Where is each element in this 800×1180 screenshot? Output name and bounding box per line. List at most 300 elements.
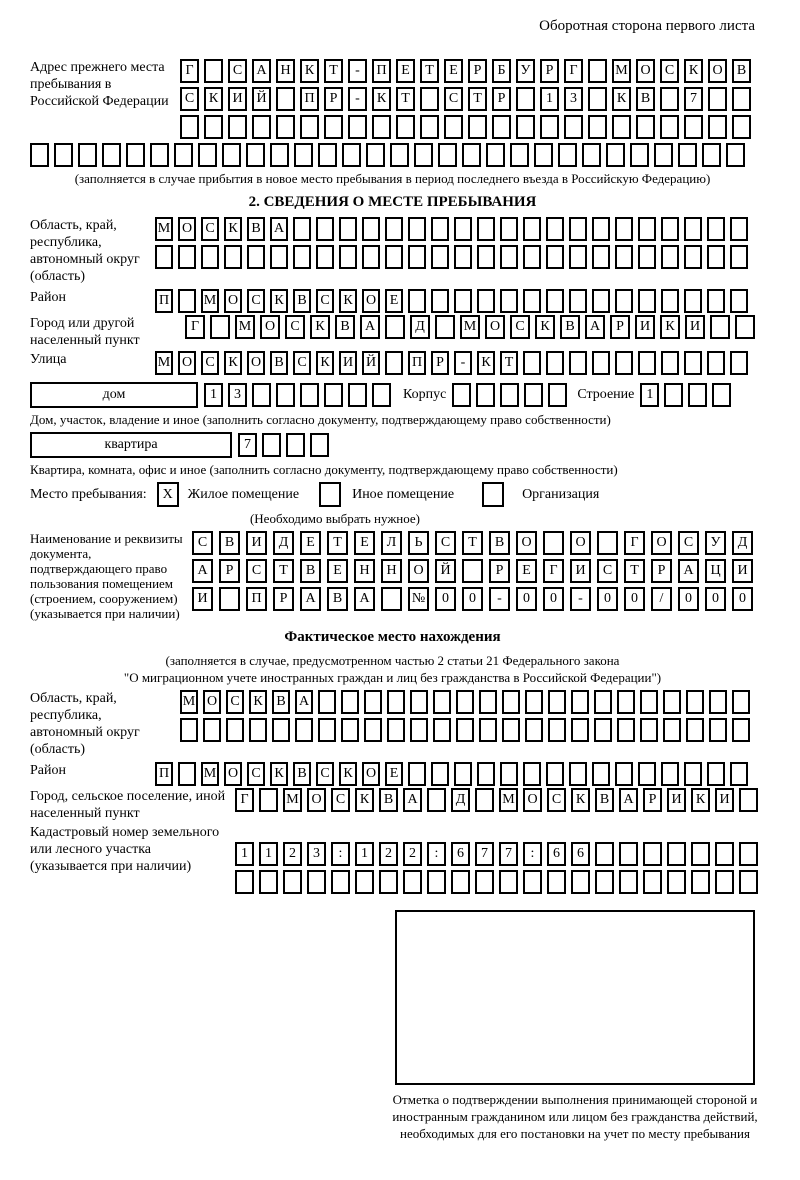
- char-box: [569, 217, 587, 241]
- char-box: И: [635, 315, 655, 339]
- char-box: 1: [204, 383, 223, 407]
- char-box: [226, 718, 244, 742]
- char-box: [228, 115, 247, 139]
- char-box: М: [499, 788, 518, 812]
- char-box: [730, 762, 748, 786]
- actual-location-title: Фактическое место нахождения: [284, 629, 501, 645]
- char-box: [78, 143, 97, 167]
- char-box: [300, 383, 319, 407]
- char-box: Р: [324, 87, 343, 111]
- char-box: [619, 870, 638, 894]
- char-box: [709, 718, 727, 742]
- char-box: 1: [259, 842, 278, 866]
- char-box: [707, 351, 725, 375]
- char-box: Е: [300, 531, 321, 555]
- char-box: М: [201, 289, 219, 313]
- char-box: Н: [381, 559, 402, 583]
- char-box: Г: [235, 788, 254, 812]
- char-box: [276, 87, 295, 111]
- char-box: [678, 143, 697, 167]
- char-box: 7: [238, 433, 257, 457]
- char-box: Т: [324, 59, 343, 83]
- char-box: [408, 762, 426, 786]
- char-box: К: [270, 289, 288, 313]
- char-box: О: [636, 59, 655, 83]
- char-box: Р: [651, 559, 672, 583]
- char-box: [686, 718, 704, 742]
- char-box: [691, 842, 710, 866]
- char-box: [316, 245, 334, 269]
- char-box: [547, 870, 566, 894]
- char-box: [270, 143, 289, 167]
- char-box: [523, 351, 541, 375]
- char-box: [403, 870, 422, 894]
- char-box: [477, 762, 495, 786]
- usage-doc-field: [30, 531, 755, 621]
- char-box: [203, 718, 221, 742]
- stroenie-grid: [640, 383, 731, 407]
- cadastral-label: Кадастровый номер земельного или лесного участка (указывается при наличии): [30, 825, 220, 874]
- char-box: [262, 433, 281, 457]
- char-box: Т: [462, 531, 483, 555]
- char-box: Е: [327, 559, 348, 583]
- actual-location-note-1: (заполняется в случае, предусмотренном частью 2 статьи 21 Федерального закона: [165, 653, 620, 668]
- char-box: [348, 383, 367, 407]
- prev-address-row1: [180, 59, 751, 83]
- char-box: О: [260, 315, 280, 339]
- char-box: 6: [451, 842, 470, 866]
- char-box: Т: [327, 531, 348, 555]
- char-box: -: [454, 351, 472, 375]
- char-box: К: [571, 788, 590, 812]
- stay-type-label: Место пребывания:: [30, 486, 147, 502]
- char-box: [569, 762, 587, 786]
- char-box: Н: [276, 59, 295, 83]
- char-box: С: [444, 87, 463, 111]
- char-box: [410, 690, 428, 714]
- char-box: К: [691, 788, 710, 812]
- street-row: [155, 351, 748, 375]
- char-box: 0: [462, 587, 483, 611]
- confirmation-stamp-box: [395, 910, 755, 1085]
- char-box: [355, 870, 374, 894]
- char-box: [339, 217, 357, 241]
- char-box: [691, 870, 710, 894]
- char-box: [249, 718, 267, 742]
- char-box: Е: [354, 531, 375, 555]
- char-box: [684, 762, 702, 786]
- char-box: [525, 718, 543, 742]
- char-box: [178, 762, 196, 786]
- char-box: [735, 315, 755, 339]
- char-box: Е: [444, 59, 463, 83]
- char-box: :: [427, 842, 446, 866]
- char-box: [318, 718, 336, 742]
- char-box: П: [300, 87, 319, 111]
- char-box: С: [293, 351, 311, 375]
- char-box: [638, 217, 656, 241]
- char-box: [707, 245, 725, 269]
- region-field: [30, 217, 755, 285]
- char-box: Е: [385, 762, 403, 786]
- char-box: Г: [185, 315, 205, 339]
- char-box: [410, 718, 428, 742]
- char-box: [259, 788, 278, 812]
- char-box: 3: [307, 842, 326, 866]
- char-box: [479, 718, 497, 742]
- char-box: [617, 690, 635, 714]
- char-box: [252, 383, 271, 407]
- char-box: [558, 143, 577, 167]
- char-box: [300, 115, 319, 139]
- region-label: Область, край, республика, автономный округ (область): [30, 218, 140, 284]
- char-box: [324, 383, 343, 407]
- char-box: [379, 870, 398, 894]
- char-box: Г: [180, 59, 199, 83]
- prev-address-row3: [180, 115, 751, 139]
- prev-address-field: [30, 59, 755, 139]
- char-box: [348, 115, 367, 139]
- char-box: А: [585, 315, 605, 339]
- char-box: [444, 115, 463, 139]
- char-box: 0: [732, 587, 753, 611]
- char-box: Т: [468, 87, 487, 111]
- stay-type-option-other: Иное помещение: [352, 486, 455, 502]
- char-box: [500, 762, 518, 786]
- char-box: [667, 870, 686, 894]
- char-box: М: [201, 762, 219, 786]
- char-box: Т: [273, 559, 294, 583]
- char-box: Е: [516, 559, 537, 583]
- char-box: 2: [379, 842, 398, 866]
- char-box: С: [285, 315, 305, 339]
- char-box: [259, 870, 278, 894]
- char-box: [362, 217, 380, 241]
- char-box: Й: [362, 351, 380, 375]
- char-box: [252, 115, 271, 139]
- char-box: [548, 690, 566, 714]
- char-box: [636, 115, 655, 139]
- actual-district-label: Район: [30, 763, 66, 778]
- char-box: Р: [492, 87, 511, 111]
- char-box: [569, 351, 587, 375]
- char-box: Д: [410, 315, 430, 339]
- char-box: 1: [355, 842, 374, 866]
- char-box: [316, 217, 334, 241]
- char-box: [715, 870, 734, 894]
- char-box: К: [249, 690, 267, 714]
- char-box: [204, 59, 223, 83]
- char-box: С: [226, 690, 244, 714]
- char-box: [732, 690, 750, 714]
- district-label: Район: [30, 290, 66, 305]
- char-box: А: [252, 59, 271, 83]
- char-box: [387, 690, 405, 714]
- char-box: [431, 217, 449, 241]
- char-box: К: [339, 289, 357, 313]
- char-box: Р: [489, 559, 510, 583]
- char-box: А: [360, 315, 380, 339]
- char-box: [427, 788, 446, 812]
- char-box: [588, 59, 607, 83]
- char-box: М: [283, 788, 302, 812]
- char-box: 0: [435, 587, 456, 611]
- char-box: /: [651, 587, 672, 611]
- char-box: В: [595, 788, 614, 812]
- char-box: 3: [564, 87, 583, 111]
- district-field: [30, 289, 755, 313]
- city-label: Город или другой населенный пункт: [30, 316, 140, 348]
- char-box: -: [348, 59, 367, 83]
- char-box: В: [293, 289, 311, 313]
- char-box: П: [408, 351, 426, 375]
- char-box: [502, 718, 520, 742]
- char-box: К: [477, 351, 495, 375]
- char-box: [452, 383, 471, 407]
- house-number-grid: [204, 383, 391, 407]
- char-box: [730, 217, 748, 241]
- char-box: [516, 115, 535, 139]
- korpus-grid: [452, 383, 567, 407]
- char-box: В: [272, 690, 290, 714]
- char-box: О: [651, 531, 672, 555]
- char-box: [468, 115, 487, 139]
- char-box: [688, 383, 707, 407]
- char-box: Е: [385, 289, 403, 313]
- char-box: С: [678, 531, 699, 555]
- char-box: [435, 315, 455, 339]
- char-box: [523, 217, 541, 241]
- char-box: 7: [475, 842, 494, 866]
- char-box: [500, 383, 519, 407]
- char-box: О: [224, 289, 242, 313]
- char-box: [180, 115, 199, 139]
- char-box: М: [235, 315, 255, 339]
- char-box: С: [510, 315, 530, 339]
- char-box: [660, 87, 679, 111]
- char-box: Л: [381, 531, 402, 555]
- cadastral-field: [30, 824, 755, 894]
- char-box: К: [660, 315, 680, 339]
- actual-region-row1: [180, 690, 750, 714]
- char-box: [684, 245, 702, 269]
- char-box: [571, 718, 589, 742]
- char-box: [126, 143, 145, 167]
- char-box: К: [355, 788, 374, 812]
- char-box: [617, 718, 635, 742]
- char-box: [454, 217, 472, 241]
- char-box: А: [270, 217, 288, 241]
- char-box: [732, 718, 750, 742]
- char-box: [546, 289, 564, 313]
- char-box: [684, 289, 702, 313]
- char-box: [331, 870, 350, 894]
- char-box: [102, 143, 121, 167]
- char-box: [201, 245, 219, 269]
- char-box: К: [224, 351, 242, 375]
- char-box: С: [201, 351, 219, 375]
- char-box: [615, 289, 633, 313]
- char-box: [479, 690, 497, 714]
- char-box: [730, 351, 748, 375]
- char-box: 2: [403, 842, 422, 866]
- char-box: В: [379, 788, 398, 812]
- prev-address-label: Адрес прежнего места пребывания в Российской Федерации: [30, 60, 169, 109]
- char-box: [341, 718, 359, 742]
- region-row1: [155, 217, 748, 241]
- char-box: В: [560, 315, 580, 339]
- house-note: Дом, участок, владение и иное (заполнить согласно документу, подтверждающему право собственности): [30, 412, 611, 427]
- char-box: В: [270, 351, 288, 375]
- char-box: [730, 289, 748, 313]
- street-label: Улица: [30, 352, 67, 367]
- char-box: О: [178, 217, 196, 241]
- char-box: [667, 842, 686, 866]
- char-box: Р: [273, 587, 294, 611]
- usage-doc-row1: [192, 531, 753, 555]
- char-box: [534, 143, 553, 167]
- char-box: [525, 690, 543, 714]
- char-box: [643, 870, 662, 894]
- char-box: [661, 217, 679, 241]
- char-box: [597, 531, 618, 555]
- char-box: [462, 559, 483, 583]
- char-box: [500, 217, 518, 241]
- char-box: [523, 289, 541, 313]
- char-box: [150, 143, 169, 167]
- char-box: 0: [543, 587, 564, 611]
- char-box: 1: [540, 87, 559, 111]
- char-box: [362, 245, 380, 269]
- char-box: 0: [705, 587, 726, 611]
- char-box: Г: [564, 59, 583, 83]
- region-row2: [155, 245, 748, 269]
- char-box: :: [523, 842, 542, 866]
- char-box: И: [685, 315, 705, 339]
- char-box: И: [570, 559, 591, 583]
- char-box: [454, 245, 472, 269]
- char-box: П: [155, 762, 173, 786]
- char-box: К: [204, 87, 223, 111]
- char-box: [318, 690, 336, 714]
- stay-type-row: [30, 482, 755, 507]
- char-box: В: [247, 217, 265, 241]
- char-box: [660, 115, 679, 139]
- char-box: С: [192, 531, 213, 555]
- char-box: [540, 115, 559, 139]
- char-box: Н: [354, 559, 375, 583]
- char-box: [546, 245, 564, 269]
- char-box: [456, 690, 474, 714]
- char-box: С: [228, 59, 247, 83]
- char-box: М: [180, 690, 198, 714]
- apartment-box-label: квартира: [30, 432, 232, 458]
- char-box: [592, 217, 610, 241]
- char-box: Е: [396, 59, 415, 83]
- stay-type-checkbox-other: [319, 482, 341, 507]
- char-box: О: [485, 315, 505, 339]
- char-box: [630, 143, 649, 167]
- char-box: [502, 690, 520, 714]
- char-box: [293, 217, 311, 241]
- char-box: О: [203, 690, 221, 714]
- char-box: [643, 842, 662, 866]
- char-box: 7: [684, 87, 703, 111]
- char-box: [475, 788, 494, 812]
- char-box: [594, 690, 612, 714]
- char-box: [564, 115, 583, 139]
- char-box: [431, 762, 449, 786]
- char-box: [454, 289, 472, 313]
- char-box: Д: [273, 531, 294, 555]
- char-box: Т: [500, 351, 518, 375]
- char-box: А: [403, 788, 422, 812]
- char-box: [709, 690, 727, 714]
- char-box: [543, 531, 564, 555]
- apartment-grid: [238, 433, 329, 457]
- char-box: [438, 143, 457, 167]
- prev-address-note: (заполняется в случае прибытия в новое место пребывания в период последнего въезда в Российскую Федерацию): [74, 171, 711, 186]
- char-box: И: [228, 87, 247, 111]
- char-box: [710, 315, 730, 339]
- char-box: [588, 115, 607, 139]
- char-box: М: [155, 217, 173, 241]
- char-box: К: [535, 315, 555, 339]
- house-box-label: дом: [30, 382, 198, 408]
- char-box: О: [408, 559, 429, 583]
- char-box: В: [489, 531, 510, 555]
- stroenie-label: Строение: [577, 387, 635, 402]
- char-box: [433, 690, 451, 714]
- char-box: [684, 217, 702, 241]
- char-box: С: [180, 87, 199, 111]
- char-box: О: [516, 531, 537, 555]
- stay-type-option-organization: Организация: [522, 486, 600, 502]
- char-box: [477, 217, 495, 241]
- korpus-label: Корпус: [403, 387, 447, 402]
- char-box: М: [155, 351, 173, 375]
- char-box: [708, 87, 727, 111]
- char-box: [475, 870, 494, 894]
- char-box: 0: [678, 587, 699, 611]
- char-box: П: [246, 587, 267, 611]
- char-box: [178, 289, 196, 313]
- char-box: [638, 351, 656, 375]
- actual-city-field: [30, 788, 755, 822]
- char-box: -: [348, 87, 367, 111]
- char-box: [707, 289, 725, 313]
- char-box: 6: [547, 842, 566, 866]
- char-box: К: [339, 762, 357, 786]
- char-box: [732, 115, 751, 139]
- char-box: В: [293, 762, 311, 786]
- char-box: 0: [624, 587, 645, 611]
- char-box: [364, 690, 382, 714]
- char-box: О: [362, 762, 380, 786]
- char-box: [210, 315, 230, 339]
- char-box: [198, 143, 217, 167]
- char-box: И: [339, 351, 357, 375]
- char-box: [612, 115, 631, 139]
- char-box: П: [155, 289, 173, 313]
- char-box: [224, 245, 242, 269]
- actual-region-field: [30, 690, 755, 758]
- char-box: И: [715, 788, 734, 812]
- char-box: К: [372, 87, 391, 111]
- city-row: [185, 315, 755, 339]
- char-box: В: [300, 559, 321, 583]
- char-box: [615, 245, 633, 269]
